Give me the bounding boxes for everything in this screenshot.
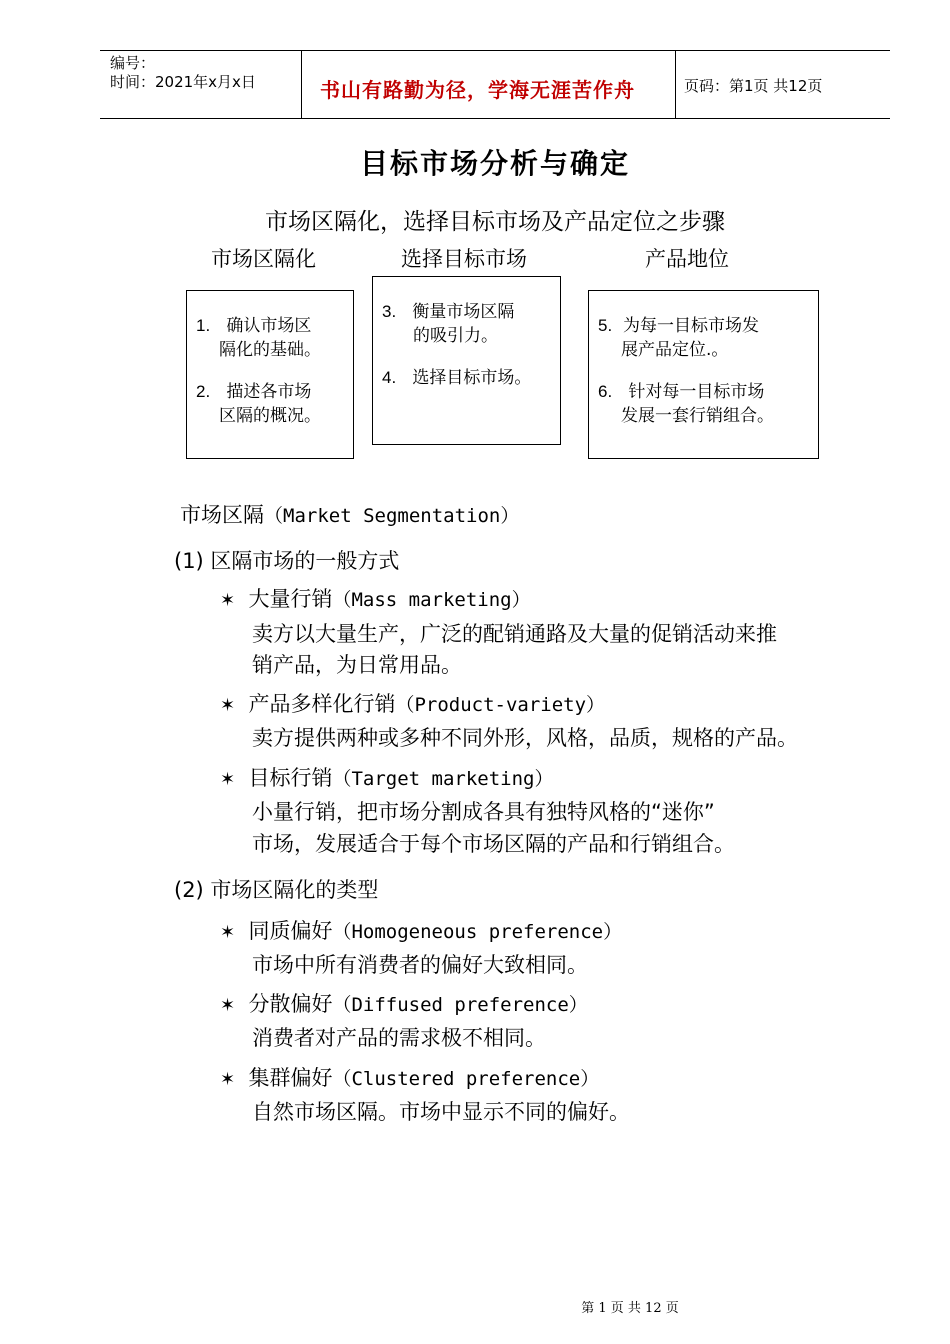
item-title-cn: 产品多样化行销 bbox=[248, 692, 396, 716]
item-title-en: （Mass marketing） bbox=[332, 589, 531, 611]
item-title-cn: 大量行销 bbox=[248, 587, 333, 611]
step-text-cont: 隔化的基础。 bbox=[219, 340, 321, 360]
step-number: 1. bbox=[196, 316, 211, 335]
item-desc-line: 市场，发展适合于每个市场区隔的产品和行销组合。 bbox=[252, 832, 735, 856]
step-text-cont: 区隔的概况。 bbox=[219, 406, 321, 426]
step-item bbox=[382, 366, 531, 390]
step-heading-targeting: 选择目标市场 bbox=[401, 247, 527, 271]
time-label: 时间：2021年x月x日 bbox=[110, 73, 256, 91]
item-desc-line: 小量行销，把市场分割成各具有独特风格的“迷你” bbox=[252, 800, 715, 824]
step-item bbox=[196, 380, 311, 404]
section-heading-cn: 市场区隔 bbox=[180, 503, 264, 527]
step-number: 5. bbox=[598, 316, 613, 335]
item-title-en: （Clustered preference） bbox=[332, 1068, 600, 1090]
item-title-cn: 同质偏好 bbox=[248, 919, 333, 943]
step-number: 3. bbox=[382, 302, 397, 321]
step-text: 为每一目标市场发 bbox=[623, 316, 759, 336]
list-item bbox=[220, 1064, 599, 1094]
step-item bbox=[598, 380, 764, 404]
item-desc-line: 市场中所有消费者的偏好大致相同。 bbox=[252, 953, 588, 977]
header-divider-right bbox=[675, 50, 676, 118]
item-desc-line: 消费者对产品的需求极不相同。 bbox=[252, 1026, 546, 1050]
step-item bbox=[196, 314, 311, 338]
item-title-cn: 分散偏好 bbox=[248, 992, 333, 1016]
step-box-targeting bbox=[372, 276, 561, 445]
step-number: 4. bbox=[382, 368, 397, 387]
item-desc-line: 自然市场区隔。市场中显示不同的偏好。 bbox=[252, 1100, 630, 1124]
header-divider-left bbox=[301, 50, 302, 118]
step-box-positioning bbox=[588, 290, 819, 459]
step-heading-positioning: 产品地位 bbox=[645, 247, 729, 271]
item-title-en: （Homogeneous preference） bbox=[332, 921, 623, 943]
section-heading-en: （Market Segmentation） bbox=[264, 505, 520, 527]
item-title-cn: 集群偏好 bbox=[248, 1066, 333, 1090]
item-title-cn: 目标行销 bbox=[248, 766, 333, 790]
page-label: 页码：第1页 共12页 bbox=[684, 77, 823, 95]
header-bottom-rule bbox=[100, 118, 890, 119]
step-number: 2. bbox=[196, 382, 211, 401]
star-bullet-icon: ✶ bbox=[220, 590, 236, 611]
part1-heading: (1) 区隔市场的一般方式 bbox=[174, 549, 400, 573]
star-bullet-icon: ✶ bbox=[220, 695, 236, 716]
item-title-en: （Product-variety） bbox=[395, 694, 606, 716]
step-number: 6. bbox=[598, 382, 613, 401]
item-desc-line: 卖方提供两种或多种不同外形，风格，品质，规格的产品。 bbox=[252, 726, 798, 750]
section-heading bbox=[180, 501, 519, 530]
star-bullet-icon: ✶ bbox=[220, 995, 236, 1016]
list-item bbox=[220, 917, 622, 947]
part2-heading: (2) 市场区隔化的类型 bbox=[174, 878, 379, 902]
step-heading-segmentation: 市场区隔化 bbox=[211, 247, 316, 271]
step-text: 衡量市场区隔 bbox=[412, 302, 515, 322]
item-title-en: （Target marketing） bbox=[332, 768, 554, 790]
step-text: 描述各市场 bbox=[226, 382, 312, 402]
document-subtitle: 市场区隔化，选择目标市场及产品定位之步骤 bbox=[265, 209, 725, 235]
list-item bbox=[220, 764, 553, 794]
document-title: 目标市场分析与确定 bbox=[359, 147, 630, 180]
step-text-cont: 展产品定位.。 bbox=[621, 340, 729, 360]
step-box-segmentation bbox=[186, 290, 354, 459]
page-footer: 第 1 页 共 12 页 bbox=[581, 1301, 679, 1316]
star-bullet-icon: ✶ bbox=[220, 1069, 236, 1090]
item-title-en: （Diffused preference） bbox=[332, 994, 588, 1016]
step-text-cont: 的吸引力。 bbox=[413, 326, 498, 346]
header-top-rule bbox=[100, 50, 890, 51]
list-item bbox=[220, 690, 605, 720]
step-text: 选择目标市场。 bbox=[412, 368, 532, 388]
step-text: 确认市场区 bbox=[226, 316, 312, 336]
item-desc-line: 销产品，为日常用品。 bbox=[252, 653, 462, 677]
star-bullet-icon: ✶ bbox=[220, 769, 236, 790]
step-text-cont: 发展一套行销组合。 bbox=[621, 406, 774, 426]
motto: 书山有路勤为径，学海无涯苦作舟 bbox=[320, 78, 635, 102]
step-item bbox=[382, 300, 514, 324]
item-desc-line: 卖方以大量生产，广泛的配销通路及大量的促销活动来推 bbox=[252, 622, 777, 646]
step-item bbox=[598, 314, 759, 338]
list-item bbox=[220, 585, 531, 615]
step-text: 针对每一目标市场 bbox=[628, 382, 765, 402]
list-item bbox=[220, 990, 588, 1020]
star-bullet-icon: ✶ bbox=[220, 922, 236, 943]
code-label: 编号： bbox=[110, 54, 156, 72]
